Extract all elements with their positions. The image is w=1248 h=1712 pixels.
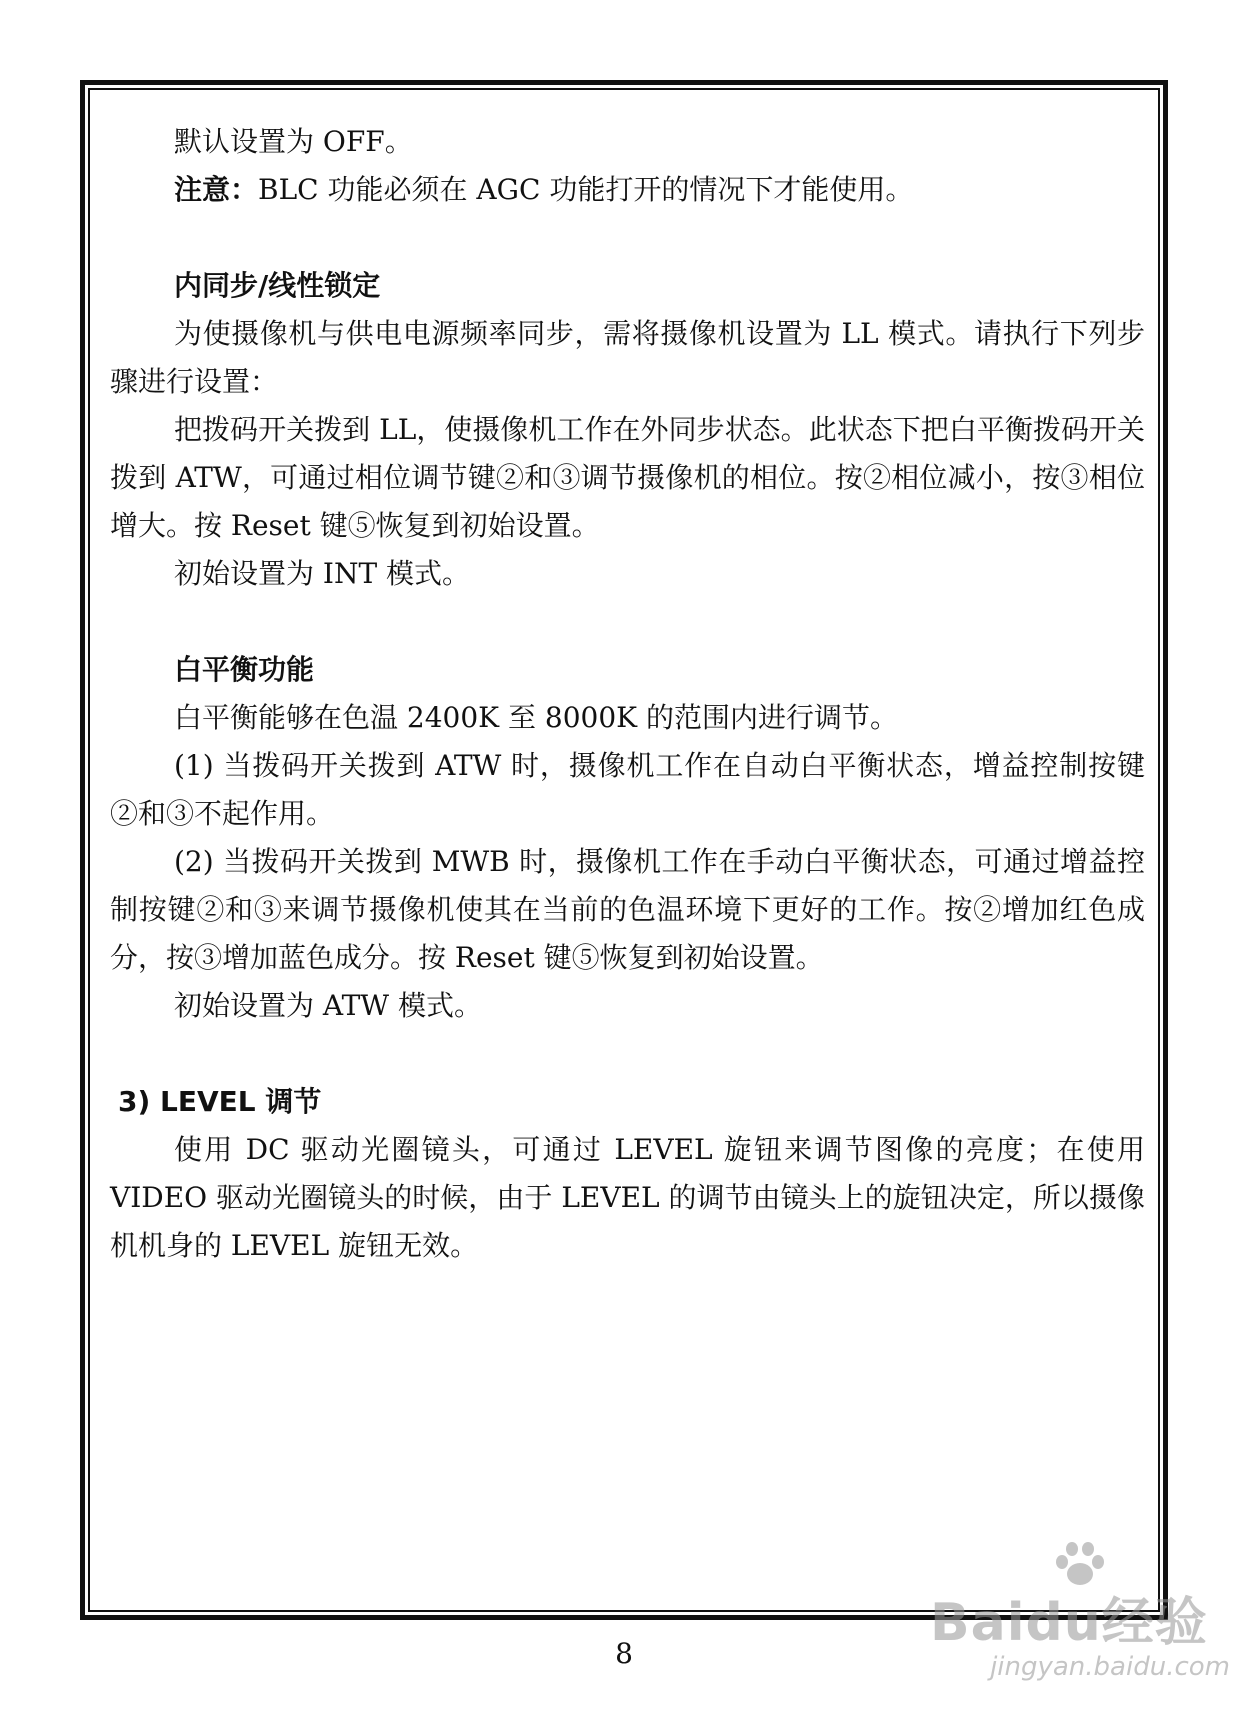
wb-section-title: 白平衡功能 (174, 653, 315, 686)
default-setting-line: 默认设置为 OFF。 (174, 125, 413, 158)
note-line (110, 166, 1145, 214)
wb-paragraph-4: 初始设置为 ATW 模式。 (174, 989, 482, 1022)
note-text: BLC 功能必须在 AGC 功能打开的情况下才能使用。 (258, 173, 914, 206)
watermark-brand: Baidu经验 (930, 1593, 1208, 1653)
sync-section-title: 内同步/线性锁定 (174, 269, 381, 302)
page-number: 8 (615, 1637, 633, 1670)
watermark-url: jingyan.baidu.com (990, 1652, 1230, 1682)
baidu-watermark (930, 1570, 1230, 1700)
wb-paragraph-3: (2) 当拨码开关拨到 MWB 时，摄像机工作在手动白平衡状态，可通过增益控制按键②和③来调节摄像机使其在当前的色温环境下更好的工作。按②增加红色成分，按③增加蓝色成分。按 Reset 键⑤恢复到初始设置。 (110, 845, 1145, 974)
sync-paragraph-1: 为使摄像机与供电电源频率同步，需将摄像机设置为 LL 模式。请执行下列步骤进行设置： (110, 317, 1145, 398)
level-paragraph-1: 使用 DC 驱动光圈镜头，可通过 LEVEL 旋钮来调节图像的亮度；在使用 VIDEO 驱动光圈镜头的时候，由于 LEVEL 的调节由镜头上的旋钮决定，所以摄像机机身的 LEVEL 旋钮无效。 (110, 1133, 1145, 1262)
wb-paragraph-1: 白平衡能够在色温 2400K 至 8000K 的范围内进行调节。 (174, 701, 898, 734)
sync-paragraph-2: 把拨码开关拨到 LL，使摄像机工作在外同步状态。此状态下把白平衡拨码开关拨到 ATW，可通过相位调节键②和③调节摄像机的相位。按②相位减小，按③相位增大。按 Reset 键⑤恢复到初始设置。 (110, 413, 1145, 542)
sync-paragraph-3: 初始设置为 INT 模式。 (174, 557, 471, 590)
note-label: 注意： (174, 173, 259, 206)
wb-paragraph-2: (1) 当拨码开关拨到 ATW 时，摄像机工作在自动白平衡状态，增益控制按键②和③不起作用。 (110, 749, 1145, 830)
level-section-title: 3) LEVEL 调节 (118, 1085, 322, 1118)
document-body (110, 118, 1145, 1270)
